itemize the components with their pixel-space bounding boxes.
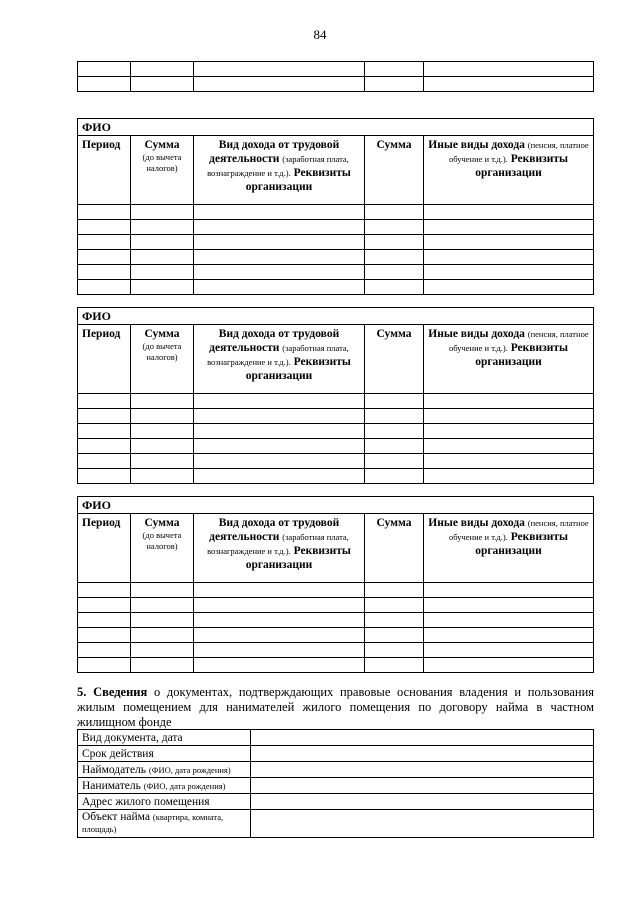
table-row [78,394,594,409]
row-value[interactable] [251,730,594,746]
table-row [78,613,594,628]
table-row [78,220,594,235]
table-row [78,454,594,469]
header-other-income: Иные виды дохода (пенсия, платное обучение и т.д.). Реквизиты организации [424,514,594,583]
section-number: 5. [77,685,87,699]
fio-label: ФИО [78,119,594,136]
section-5-text [77,685,594,730]
income-table-3 [77,496,594,673]
header-sum-2: Сумма [365,136,424,205]
row-label: Объект найма (квартира, комната, площадь) [78,810,251,838]
table-row [78,205,594,220]
table-row [78,730,594,746]
table-row [78,409,594,424]
fio-label: ФИО [78,497,594,514]
header-sum-2: Сумма [365,325,424,394]
row-label: Наймодатель (ФИО, дата рождения) [78,762,251,778]
table-row [78,746,594,762]
header-sum: Сумма (до вычета налогов) [131,325,194,394]
section-body: о документах, подтверждающих правовые основания владения и пользования жилым помещением для нанимателей жилого помещения по договору найма в частном жилищном фонде [77,685,595,729]
row-label: Срок действия [78,746,251,762]
header-other-income: Иные виды дохода (пенсия, платное обучение и т.д.). Реквизиты организации [424,136,594,205]
table-row [78,778,594,794]
row-label: Вид документа, дата [78,730,251,746]
header-sum-2: Сумма [365,514,424,583]
row-value[interactable] [251,810,594,838]
table-row [78,643,594,658]
page-number: 84 [313,27,327,42]
header-labor-income: Вид дохода от трудовой деятельности (заработная плата, вознаграждение и т.д.). Реквизиты организации [194,514,365,583]
row-value[interactable] [251,746,594,762]
table-row [78,265,594,280]
row-value[interactable] [251,762,594,778]
table-row [78,439,594,454]
row-value[interactable] [251,778,594,794]
fio-label: ФИО [78,308,594,325]
table-row [78,235,594,250]
table-row [78,77,594,92]
table-row [78,598,594,613]
header-labor-income: Вид дохода от трудовой деятельности (заработная плата, вознаграждение и т.д.). Реквизиты организации [194,325,365,394]
previous-table-stub [77,61,594,92]
table-row [78,583,594,598]
table-row [78,424,594,439]
income-table-2 [77,307,594,484]
header-period: Период [78,136,131,205]
table-row [78,62,594,77]
header-period: Период [78,514,131,583]
table-row [78,810,594,838]
table-row [78,469,594,484]
header-sum: Сумма (до вычета налогов) [131,136,194,205]
table-row [78,280,594,295]
section-title: Сведения [93,685,148,699]
table-row [78,762,594,778]
row-label: Адрес жилого помещения [78,794,251,810]
header-period: Период [78,325,131,394]
header-other-income: Иные виды дохода (пенсия, платное обучение и т.д.). Реквизиты организации [424,325,594,394]
table-row [78,794,594,810]
table-row [78,628,594,643]
header-sum: Сумма (до вычета налогов) [131,514,194,583]
table-row [78,658,594,673]
table-row [78,250,594,265]
income-table-1 [77,118,594,295]
header-labor-income: Вид дохода от трудовой деятельности (заработная плата, вознаграждение и т.д.). Реквизиты организации [194,136,365,205]
row-label: Наниматель (ФИО, дата рождения) [78,778,251,794]
row-value[interactable] [251,794,594,810]
document-info-table [77,729,594,838]
